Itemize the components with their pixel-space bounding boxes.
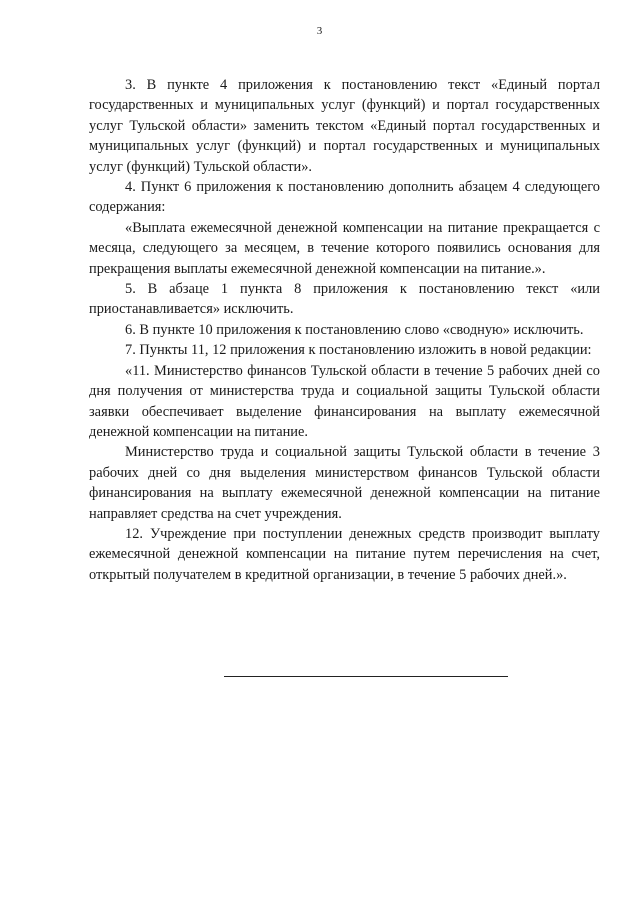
quoted-paragraph-termination: «Выплата ежемесячной денежной компенсации на питание прекращается с месяца, следующего за месяцем, в течение которого появились основания для прекращения выплаты ежемесячной денежной компенсации на питание.». bbox=[89, 219, 600, 277]
paragraph-item-6: 6. В пункте 10 приложения к постановлению слово «сводную» исключить. bbox=[125, 321, 584, 338]
paragraph-item-7: 7. Пункты 11, 12 приложения к постановлению изложить в новой редакции: bbox=[125, 342, 592, 359]
page-number: 3 bbox=[316, 25, 323, 37]
closing-divider bbox=[224, 676, 508, 677]
quoted-paragraph-11: «11. Министерство финансов Тульской области в течение 5 рабочих дней со дня получения от министерства труда и социальной защиты Тульской области заявки обеспечивает выделение финансирования на выплату ежемесячной денежной компенсации на питание. bbox=[89, 362, 600, 440]
quoted-paragraph-11-continued: Министерство труда и социальной защиты Тульской области в течение 3 рабочих дней со дня выделения министерством финансов Тульской области финансирования на выплату ежемесячной денежной компенсации на питание направляет средства на счет учреждения. bbox=[89, 444, 600, 522]
paragraph-item-4: 4. Пункт 6 приложения к постановлению дополнить абзацем 4 следующего содержания: bbox=[89, 179, 600, 216]
paragraph-item-3: 3. В пункте 4 приложения к постановлению текст «Единый портал государственных и муниципальных услуг (функций) и портал государственных услуг Тульской области» заменить текстом «Единый портал государственных и муниципальных услуг (функций) и портал государственных и муниципальных услуг (функций) Тульской области». bbox=[89, 77, 600, 175]
paragraph-item-5: 5. В абзаце 1 пункта 8 приложения к постановлению текст «или приостанавливается» исключить. bbox=[89, 281, 600, 318]
quoted-paragraph-12: 12. Учреждение при поступлении денежных средств производит выплату ежемесячной денежной компенсации на питание путем перечисления на счет, открытый получателем в кредитной организации, в течение 5 рабочих дней.». bbox=[89, 525, 600, 583]
document-body bbox=[89, 75, 600, 585]
